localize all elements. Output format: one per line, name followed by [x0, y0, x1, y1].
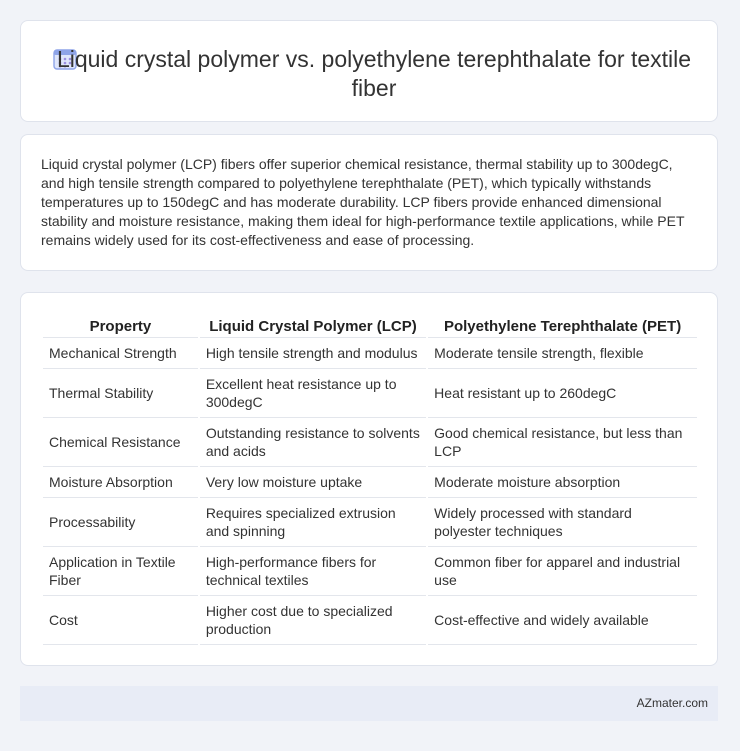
table-row	[43, 418, 697, 467]
lcp-cell: Outstanding resistance to solvents and acids	[200, 418, 426, 467]
table-row	[43, 547, 697, 596]
page-title: Liquid crystal polymer vs. polyethylene terephthalate for textile fiber	[56, 46, 692, 101]
pet-cell: Moderate tensile strength, flexible	[428, 338, 697, 369]
header-pet: Polyethylene Terephthalate (PET)	[428, 315, 697, 338]
lcp-cell: Very low moisture uptake	[200, 467, 426, 498]
summary-paragraph: Liquid crystal polymer (LCP) fibers offer superior chemical resistance, thermal stability up to 300degC, and high tensile strength compared to polyethylene terephthalate (PET), which typically withstands temperatures up to 150degC and has moderate durability. LCP fibers provide enhanced dimensional stability and moisture resistance, making them ideal for high-performance textile applications, while PET remains widely used for its cost-effectiveness and ease of processing.	[41, 156, 685, 248]
table-row	[43, 338, 697, 369]
footer-bar	[20, 686, 718, 721]
pet-cell: Cost-effective and widely available	[428, 596, 697, 645]
header-property: Property	[43, 315, 198, 338]
lcp-cell: High-performance fibers for technical textiles	[200, 547, 426, 596]
lcp-cell: Requires specialized extrusion and spinning	[200, 498, 426, 547]
pet-cell: Good chemical resistance, but less than LCP	[428, 418, 697, 467]
comparison-table	[41, 315, 699, 645]
pet-cell: Widely processed with standard polyester techniques	[428, 498, 697, 547]
header-lcp: Liquid Crystal Polymer (LCP)	[200, 315, 426, 338]
pet-cell: Moderate moisture absorption	[428, 467, 697, 498]
table-row	[43, 596, 697, 645]
table-header-row	[43, 315, 697, 338]
pet-cell: Heat resistant up to 260degC	[428, 369, 697, 418]
table-row	[43, 467, 697, 498]
property-cell: Chemical Resistance	[43, 418, 198, 467]
table-row	[43, 498, 697, 547]
property-cell: Processability	[43, 498, 198, 547]
lcp-cell: Higher cost due to specialized production	[200, 596, 426, 645]
title-card	[20, 20, 718, 122]
property-cell: Cost	[43, 596, 198, 645]
property-cell: Mechanical Strength	[43, 338, 198, 369]
table-row	[43, 369, 697, 418]
footer-brand-link[interactable]: AZmater.com	[636, 696, 708, 710]
property-cell: Moisture Absorption	[43, 467, 198, 498]
summary-card	[20, 134, 718, 271]
property-cell: Thermal Stability	[43, 369, 198, 418]
lcp-cell: Excellent heat resistance up to 300degC	[200, 369, 426, 418]
pet-cell: Common fiber for apparel and industrial use	[428, 547, 697, 596]
lcp-cell: High tensile strength and modulus	[200, 338, 426, 369]
comparison-table-card	[20, 292, 718, 666]
property-cell: Application in Textile Fiber	[43, 547, 198, 596]
